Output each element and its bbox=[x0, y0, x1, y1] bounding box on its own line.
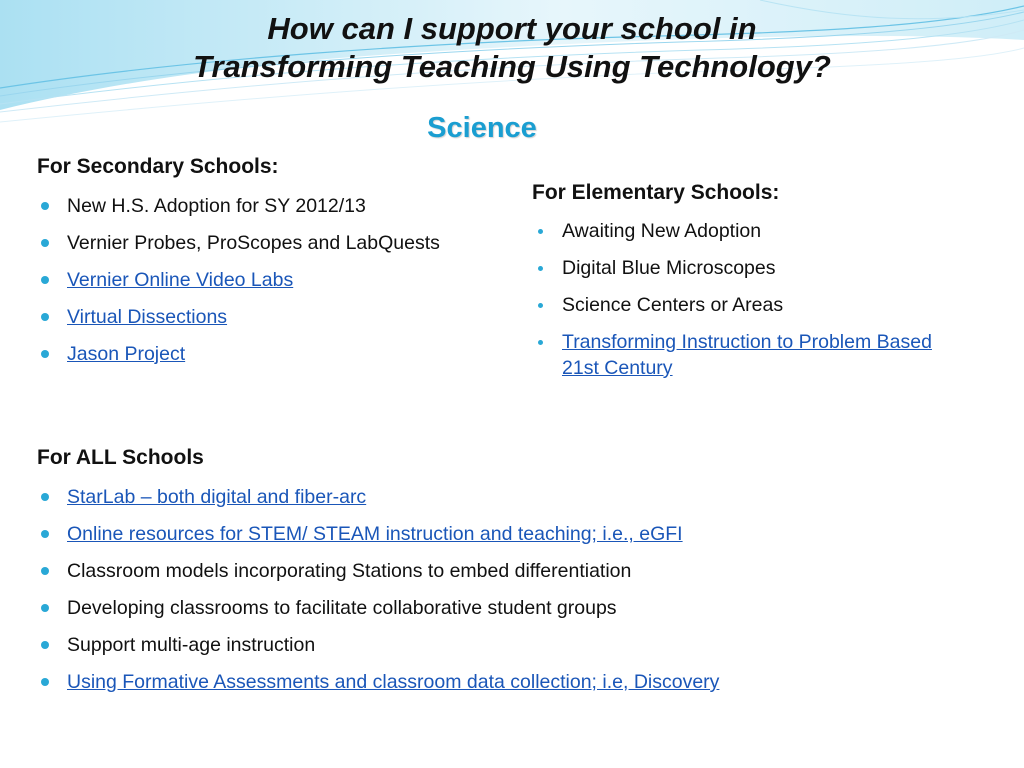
title-line-2: Transforming Teaching Using Technology? bbox=[193, 49, 831, 84]
bullet-icon bbox=[41, 530, 49, 538]
item-text: Vernier Probes, ProScopes and LabQuests bbox=[67, 232, 440, 254]
bullet-icon bbox=[41, 350, 49, 358]
list-item bbox=[37, 558, 987, 584]
item-text: Classroom models incorporating Stations to embed differentiation bbox=[67, 560, 632, 582]
list-item bbox=[532, 218, 972, 244]
bullet-icon bbox=[538, 266, 543, 271]
bullet-icon bbox=[41, 202, 49, 210]
secondary-heading: For Secondary Schools: bbox=[37, 155, 279, 178]
list-item bbox=[532, 292, 972, 318]
all-schools-list bbox=[37, 484, 987, 706]
item-text: Developing classrooms to facilitate collaborative student groups bbox=[67, 597, 617, 619]
list-item bbox=[37, 484, 987, 510]
bullet-icon bbox=[41, 567, 49, 575]
list-item bbox=[532, 255, 972, 281]
list-item bbox=[37, 669, 987, 695]
list-item bbox=[37, 230, 517, 256]
item-text: Digital Blue Microscopes bbox=[562, 257, 776, 279]
item-text: Science Centers or Areas bbox=[562, 294, 784, 316]
list-item bbox=[37, 304, 517, 330]
list-item bbox=[37, 267, 517, 293]
bullet-icon bbox=[41, 239, 49, 247]
bullet-icon bbox=[538, 303, 543, 308]
list-item bbox=[37, 632, 987, 658]
title-line-1: How can I support your school in bbox=[267, 11, 757, 46]
list-item bbox=[37, 193, 517, 219]
item-text: New H.S. Adoption for SY 2012/13 bbox=[67, 195, 366, 217]
bullet-icon bbox=[538, 340, 543, 345]
item-text: Awaiting New Adoption bbox=[562, 220, 762, 242]
virtual-dissections-link[interactable]: Virtual Dissections bbox=[67, 306, 228, 328]
secondary-list bbox=[37, 193, 517, 378]
list-item bbox=[37, 341, 517, 367]
vernier-video-labs-link[interactable]: Vernier Online Video Labs bbox=[67, 269, 294, 291]
item-text: Support multi-age instruction bbox=[67, 634, 316, 656]
bullet-icon bbox=[41, 313, 49, 321]
slide-subtitle: Science bbox=[427, 112, 537, 144]
online-resources-link[interactable]: Online resources for STEM/ STEAM instruction and teaching; i.e., eGFI bbox=[67, 523, 683, 545]
transforming-instruction-link[interactable]: Transforming Instruction to Problem Based 21st Century bbox=[562, 331, 932, 379]
formative-assessments-link[interactable]: Using Formative Assessments and classroom data collection; i.e, Discovery bbox=[67, 671, 720, 693]
all-schools-heading: For ALL Schools bbox=[37, 446, 204, 469]
elementary-list bbox=[532, 218, 972, 392]
elementary-heading: For Elementary Schools: bbox=[532, 181, 780, 204]
bullet-icon bbox=[41, 604, 49, 612]
starlab-link[interactable]: StarLab – both digital and fiber-arc bbox=[67, 486, 367, 508]
slide-title bbox=[0, 10, 1024, 86]
list-item bbox=[37, 521, 987, 547]
jason-project-link[interactable]: Jason Project bbox=[67, 343, 186, 365]
bullet-icon bbox=[538, 229, 543, 234]
list-item bbox=[37, 595, 987, 621]
bullet-icon bbox=[41, 493, 49, 501]
bullet-icon bbox=[41, 641, 49, 649]
list-item bbox=[532, 329, 972, 381]
bullet-icon bbox=[41, 276, 49, 284]
bullet-icon bbox=[41, 678, 49, 686]
